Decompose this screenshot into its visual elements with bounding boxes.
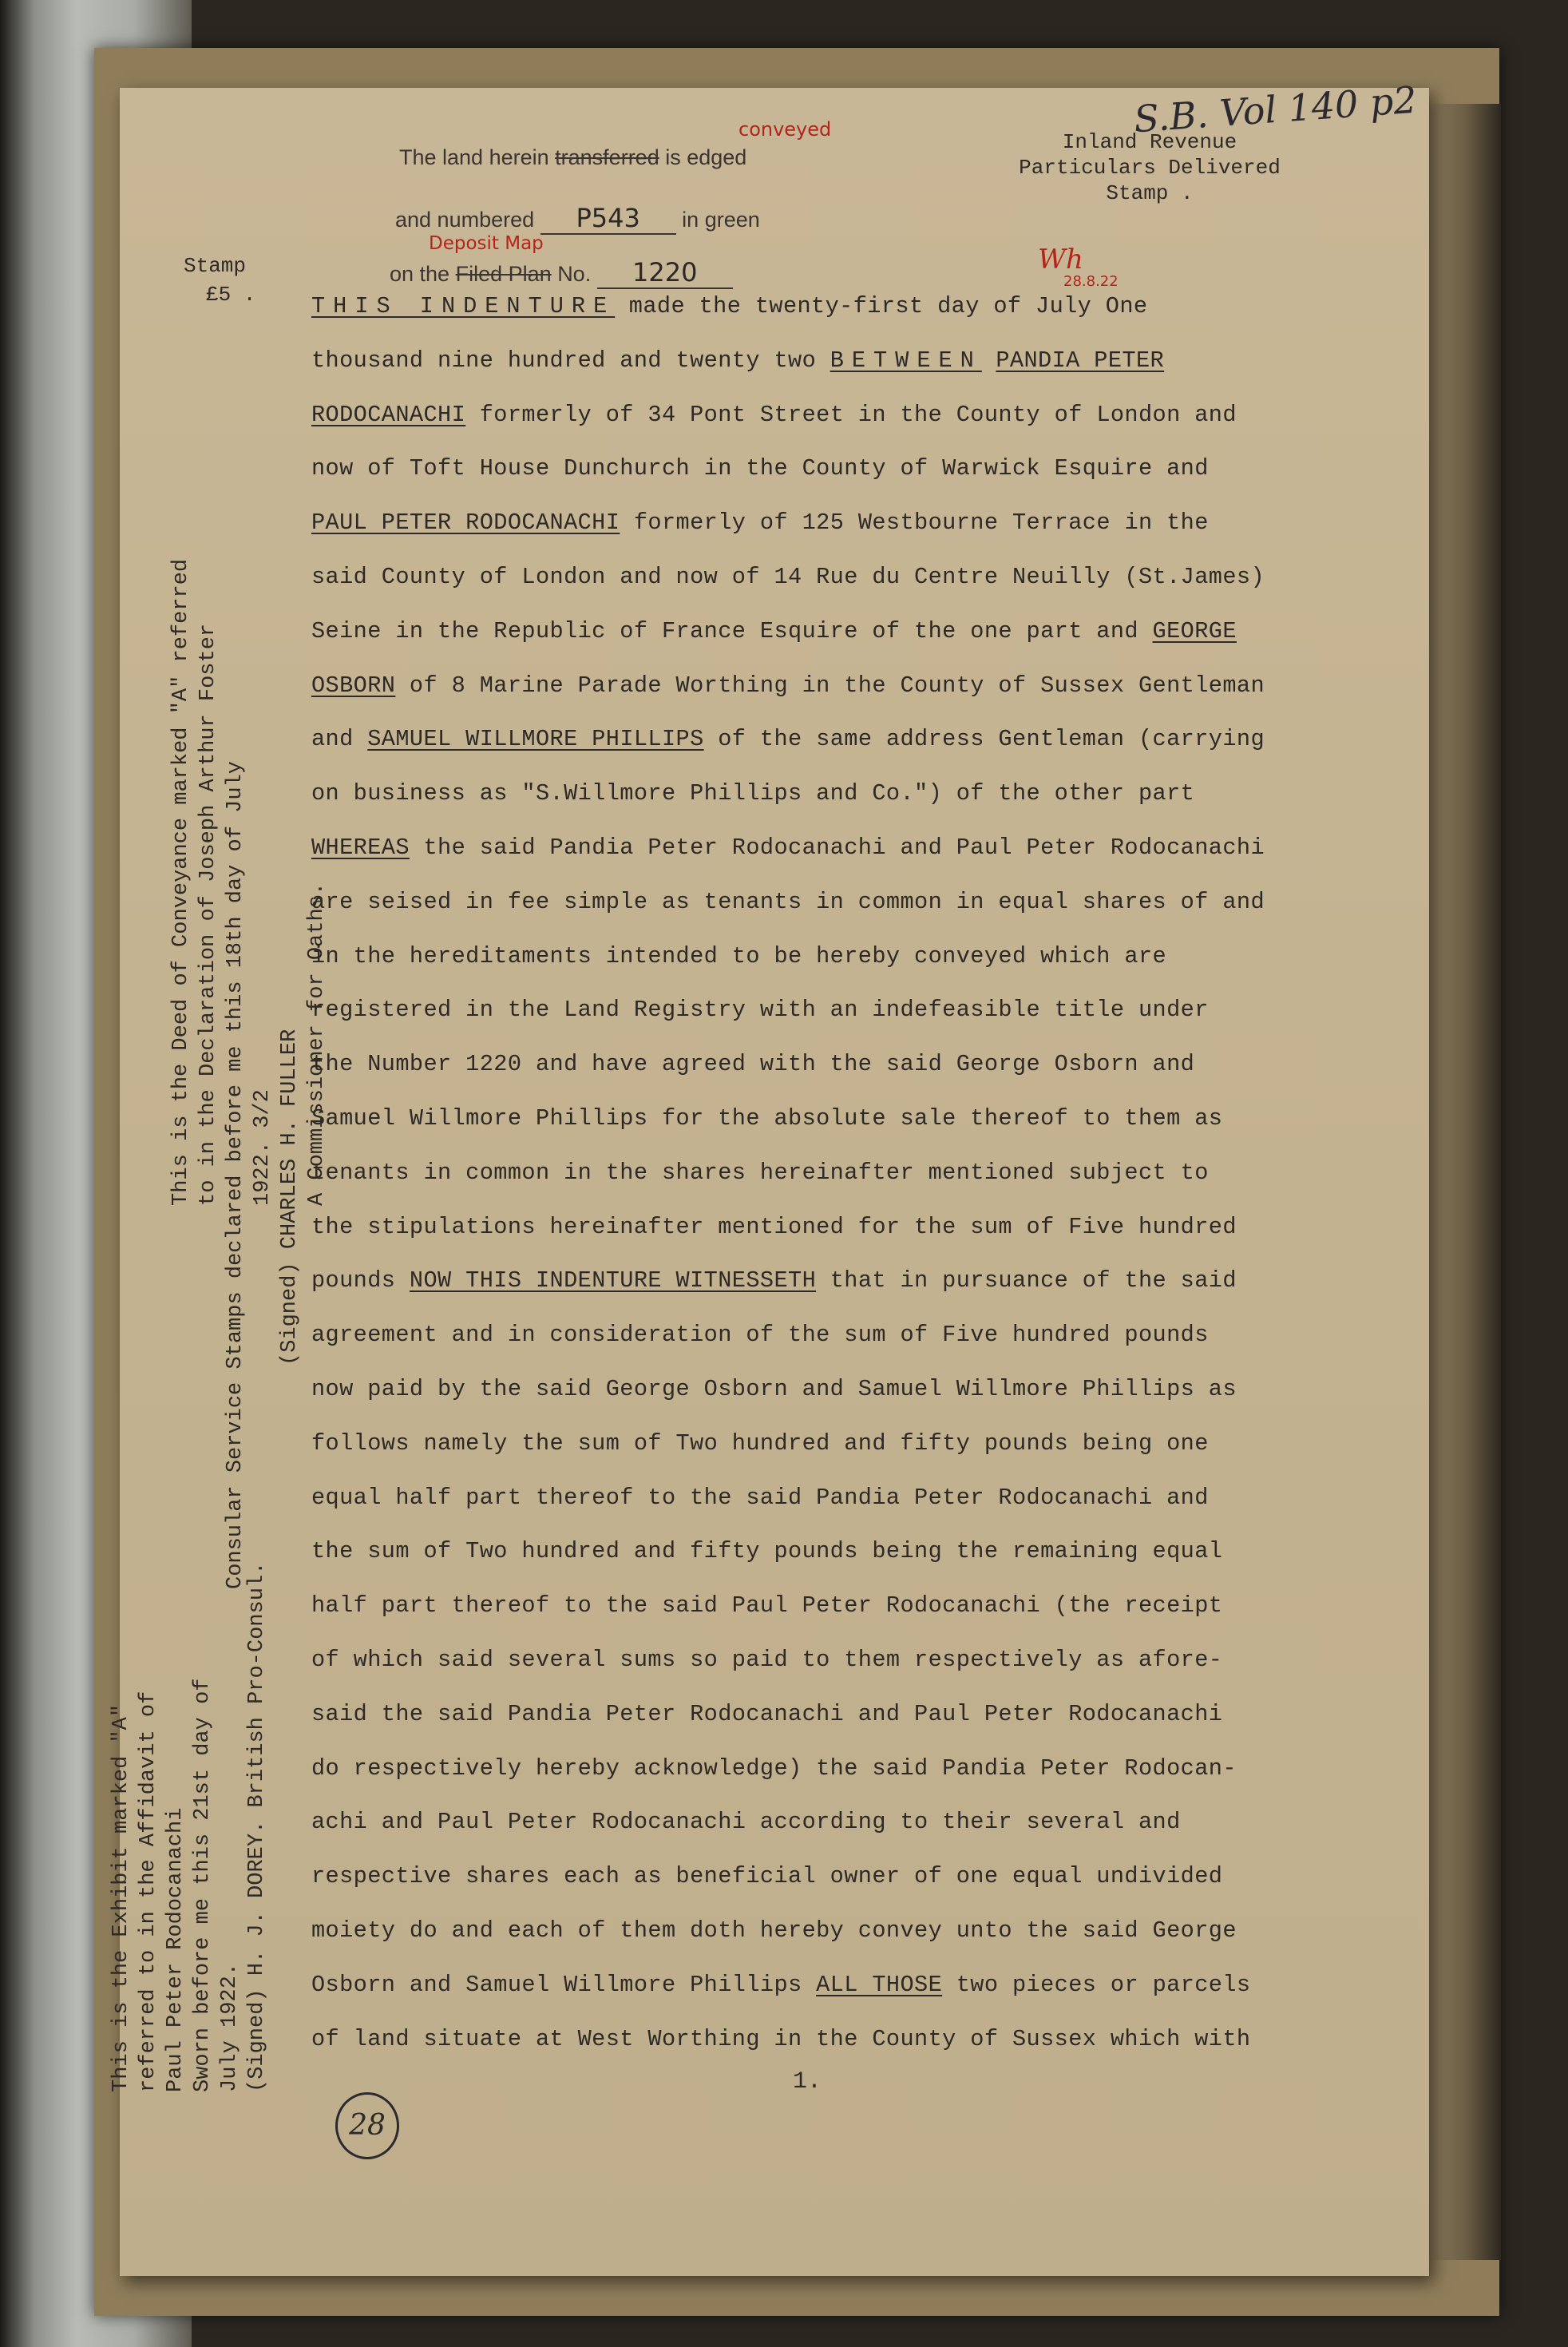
- stamp-line-2: and numbered P543 in green: [395, 203, 760, 233]
- body-line: and SAMUEL WILLMORE PHILLIPS of the same address Gentleman (carrying: [311, 726, 1265, 753]
- red-initials: Wh: [1038, 244, 1083, 276]
- struck-transferred: transferred: [555, 145, 659, 169]
- body-line: said the said Pandia Peter Rodocanachi and Paul Peter Rodocanachi: [311, 1700, 1223, 1727]
- body-line: Osborn and Samuel Willmore Phillips ALL THOSE two pieces or parcels: [311, 1971, 1251, 1998]
- margin-stamp-duty: Stamp £5 .: [184, 254, 256, 307]
- body-line: WHEREAS the said Pandia Peter Rodocanachi and Paul Peter Rodocanachi: [311, 834, 1265, 861]
- body-line: the Number 1220 and have agreed with the said George Osborn and: [311, 1051, 1195, 1078]
- body-line: on business as "S.Willmore Phillips and Co.") of the other part: [311, 780, 1195, 807]
- body-line: pounds NOW THIS INDENTURE WITNESSETH that in pursuance of the said: [311, 1267, 1237, 1294]
- body-line: thousand nine hundred and twenty two BETWEEN PANDIA PETER: [311, 347, 1165, 374]
- body-line: the stipulations hereinafter mentioned for the sum of Five hundred: [311, 1213, 1237, 1240]
- body-line: OSBORN of 8 Marine Parade Worthing in the County of Sussex Gentleman: [311, 672, 1265, 699]
- red-initials-date: 28.8.22: [1063, 273, 1119, 290]
- body-line: RODOCANACHI formerly of 34 Pont Street in the County of London and: [311, 401, 1237, 428]
- map-number: 1220: [632, 257, 698, 287]
- body-line: registered in the Land Registry with an indefeasible title under: [311, 997, 1209, 1024]
- body-line: half part thereof to the said Paul Peter Rodocanachi (the receipt: [311, 1592, 1223, 1620]
- body-line: Seine in the Republic of France Esquire of the one part and GEORGE: [311, 617, 1237, 644]
- body-line: are seised in fee simple as tenants in common in equal shares of and: [311, 888, 1265, 915]
- indenture-text: [311, 279, 1421, 2066]
- document-page: S.B. Vol 140 p2 conveyed The land herein transferred is edged and numbered P543 in green Deposit Map on the Filed Plan No. 1220 Wh 28.8.22 Inland Revenue Particulars Delivered Stamp . Stamp £5 . This is the Exhibit marked "A" referred to in the Affidavit of Paul Peter Rodocanachi Sworn before me this 21st day of July 1922. (Signed) H. J. DOREY. British Pro-Consul. This is the Deed of Conveyance marked "A" referred to in the Declaration of Joseph Arthur Foster Consular Service Stamps declared before me this 18th day of July 1922. 3/2 (Signed) CHARLES H. FULLER A Commissioner for Oaths. THIS INDENTURE made the twenty-first day of July One thousand nine hundred and twenty two BETWEEN PANDIA PETER RODOCANACHI formerly of 34 Pont Street in the County of London and now of Toft House Dunchurch in the County of Warwick Esquire and PAUL PETER RODOCANACHI formerly of 125 Westbourne Terrace in the said County of London and now of 14 Rue du Centre Neuilly (St.James) Seine in the Republic of France Esquire of the one part and GEORGE OSBORN of 8 Marine Parade Worthing in the County of Sussex Gentleman and SAMUEL WILLMORE PHILLIPS of the same address Gentleman (carrying on business as "S.Willmore Phillips and Co.") of the other part WHEREAS the said Pandia Peter Rodocanachi and Paul Peter Rodocanachi are seised in fee simple as tenants in common in equal shares of and in the hereditaments intended to be hereby conveyed which are registered in the Land Registry with an indefeasible title under the Number 1220 and have agreed with the said George Osborn and Samuel Willmore Phillips for the absolute sale thereof to them as tenants in common in the shares hereinafter mentioned subject to the stipulations hereinafter mentioned for the sum of Five hundred pounds NOW THIS INDENTURE WITNESSETH that in pursuance of the said agreement and in consideration of the sum of Five hundred pounds now paid by the said George Osborn and Samuel Willmore Phillips as follows namely the sum of Two hundred and fifty pounds being one equal half part thereof to the said Pandia Peter Rodocanachi and the sum of Two hundred and fifty pounds being the remaining equal half part thereof to the said Paul Peter Rodocanachi (the receipt of which said several sums so paid to them respectively as afore- said the said Pandia Peter Rodocanachi and Paul Peter Rodocanachi do respectively hereby acknowledge) the said Pandia Peter Rodocan- achi and Paul Peter Rodocanachi according to their several and respective shares each as beneficial owner of one equal undivided moiety do and each of them doth hereby convey unto the said George Osborn and Samuel Willmore Phillips ALL THOSE two pieces or parcels of land situate at West Worthing in the County of Sussex which with 1. 28: [120, 88, 1429, 2276]
- body-line: follows namely the sum of Two hundred and fifty pounds being one: [311, 1429, 1209, 1457]
- plan-number: P543: [576, 203, 640, 233]
- inland-revenue-stamp: Inland Revenue Particulars Delivered Stamp .: [1019, 130, 1281, 205]
- body-line: now paid by the said George Osborn and Samuel Willmore Phillips as: [311, 1375, 1237, 1402]
- body-line: said County of London and now of 14 Rue du Centre Neuilly (St.James): [311, 563, 1265, 590]
- body-line: now of Toft House Dunchurch in the County of Warwick Esquire and: [311, 455, 1209, 482]
- body-line: moiety do and each of them doth hereby convey unto the said George: [311, 1917, 1237, 1944]
- page-number: 1.: [793, 2068, 822, 2095]
- insert-deposit-map: Deposit Map: [429, 233, 544, 254]
- insert-conveyed: conveyed: [738, 118, 832, 141]
- body-line: THIS INDENTURE made the twenty-first day of July One: [311, 293, 1148, 319]
- body-line: equal half part thereof to the said Pandia Peter Rodocanachi and: [311, 1484, 1209, 1511]
- reference-note-handwritten: S.B. Vol 140 p2: [1132, 77, 1419, 141]
- body-line: of which said several sums so paid to them respectively as afore-: [311, 1646, 1223, 1673]
- body-line: PAUL PETER RODOCANACHI formerly of 125 Westbourne Terrace in the: [311, 509, 1209, 537]
- body-line: achi and Paul Peter Rodocanachi according to their several and: [311, 1809, 1181, 1836]
- body-line: Samuel Willmore Phillips for the absolute sale thereof to them as: [311, 1104, 1223, 1132]
- stamp-line-3: on the Filed Plan No. 1220: [390, 257, 733, 289]
- body-line: agreement and in consideration of the sum of Five hundred pounds: [311, 1322, 1209, 1349]
- folio-circle-mark: 28: [335, 2092, 399, 2159]
- body-line: do respectively hereby acknowledge) the said Pandia Peter Rodocan-: [311, 1754, 1237, 1782]
- body-line: the sum of Two hundred and fifty pounds being the remaining equal: [311, 1538, 1223, 1565]
- stamp-line-1: The land herein transferred is edged: [399, 145, 747, 169]
- body-line: of land situate at West Worthing in the County of Sussex which with: [311, 2025, 1251, 2052]
- struck-filed-plan: Filed Plan: [455, 262, 552, 286]
- body-line: in the hereditaments intended to be hereby conveyed which are: [311, 942, 1167, 969]
- body-line: respective shares each as beneficial owner of one equal undivided: [311, 1863, 1223, 1890]
- body-line: tenants in common in the shares hereinafter mentioned subject to: [311, 1159, 1209, 1186]
